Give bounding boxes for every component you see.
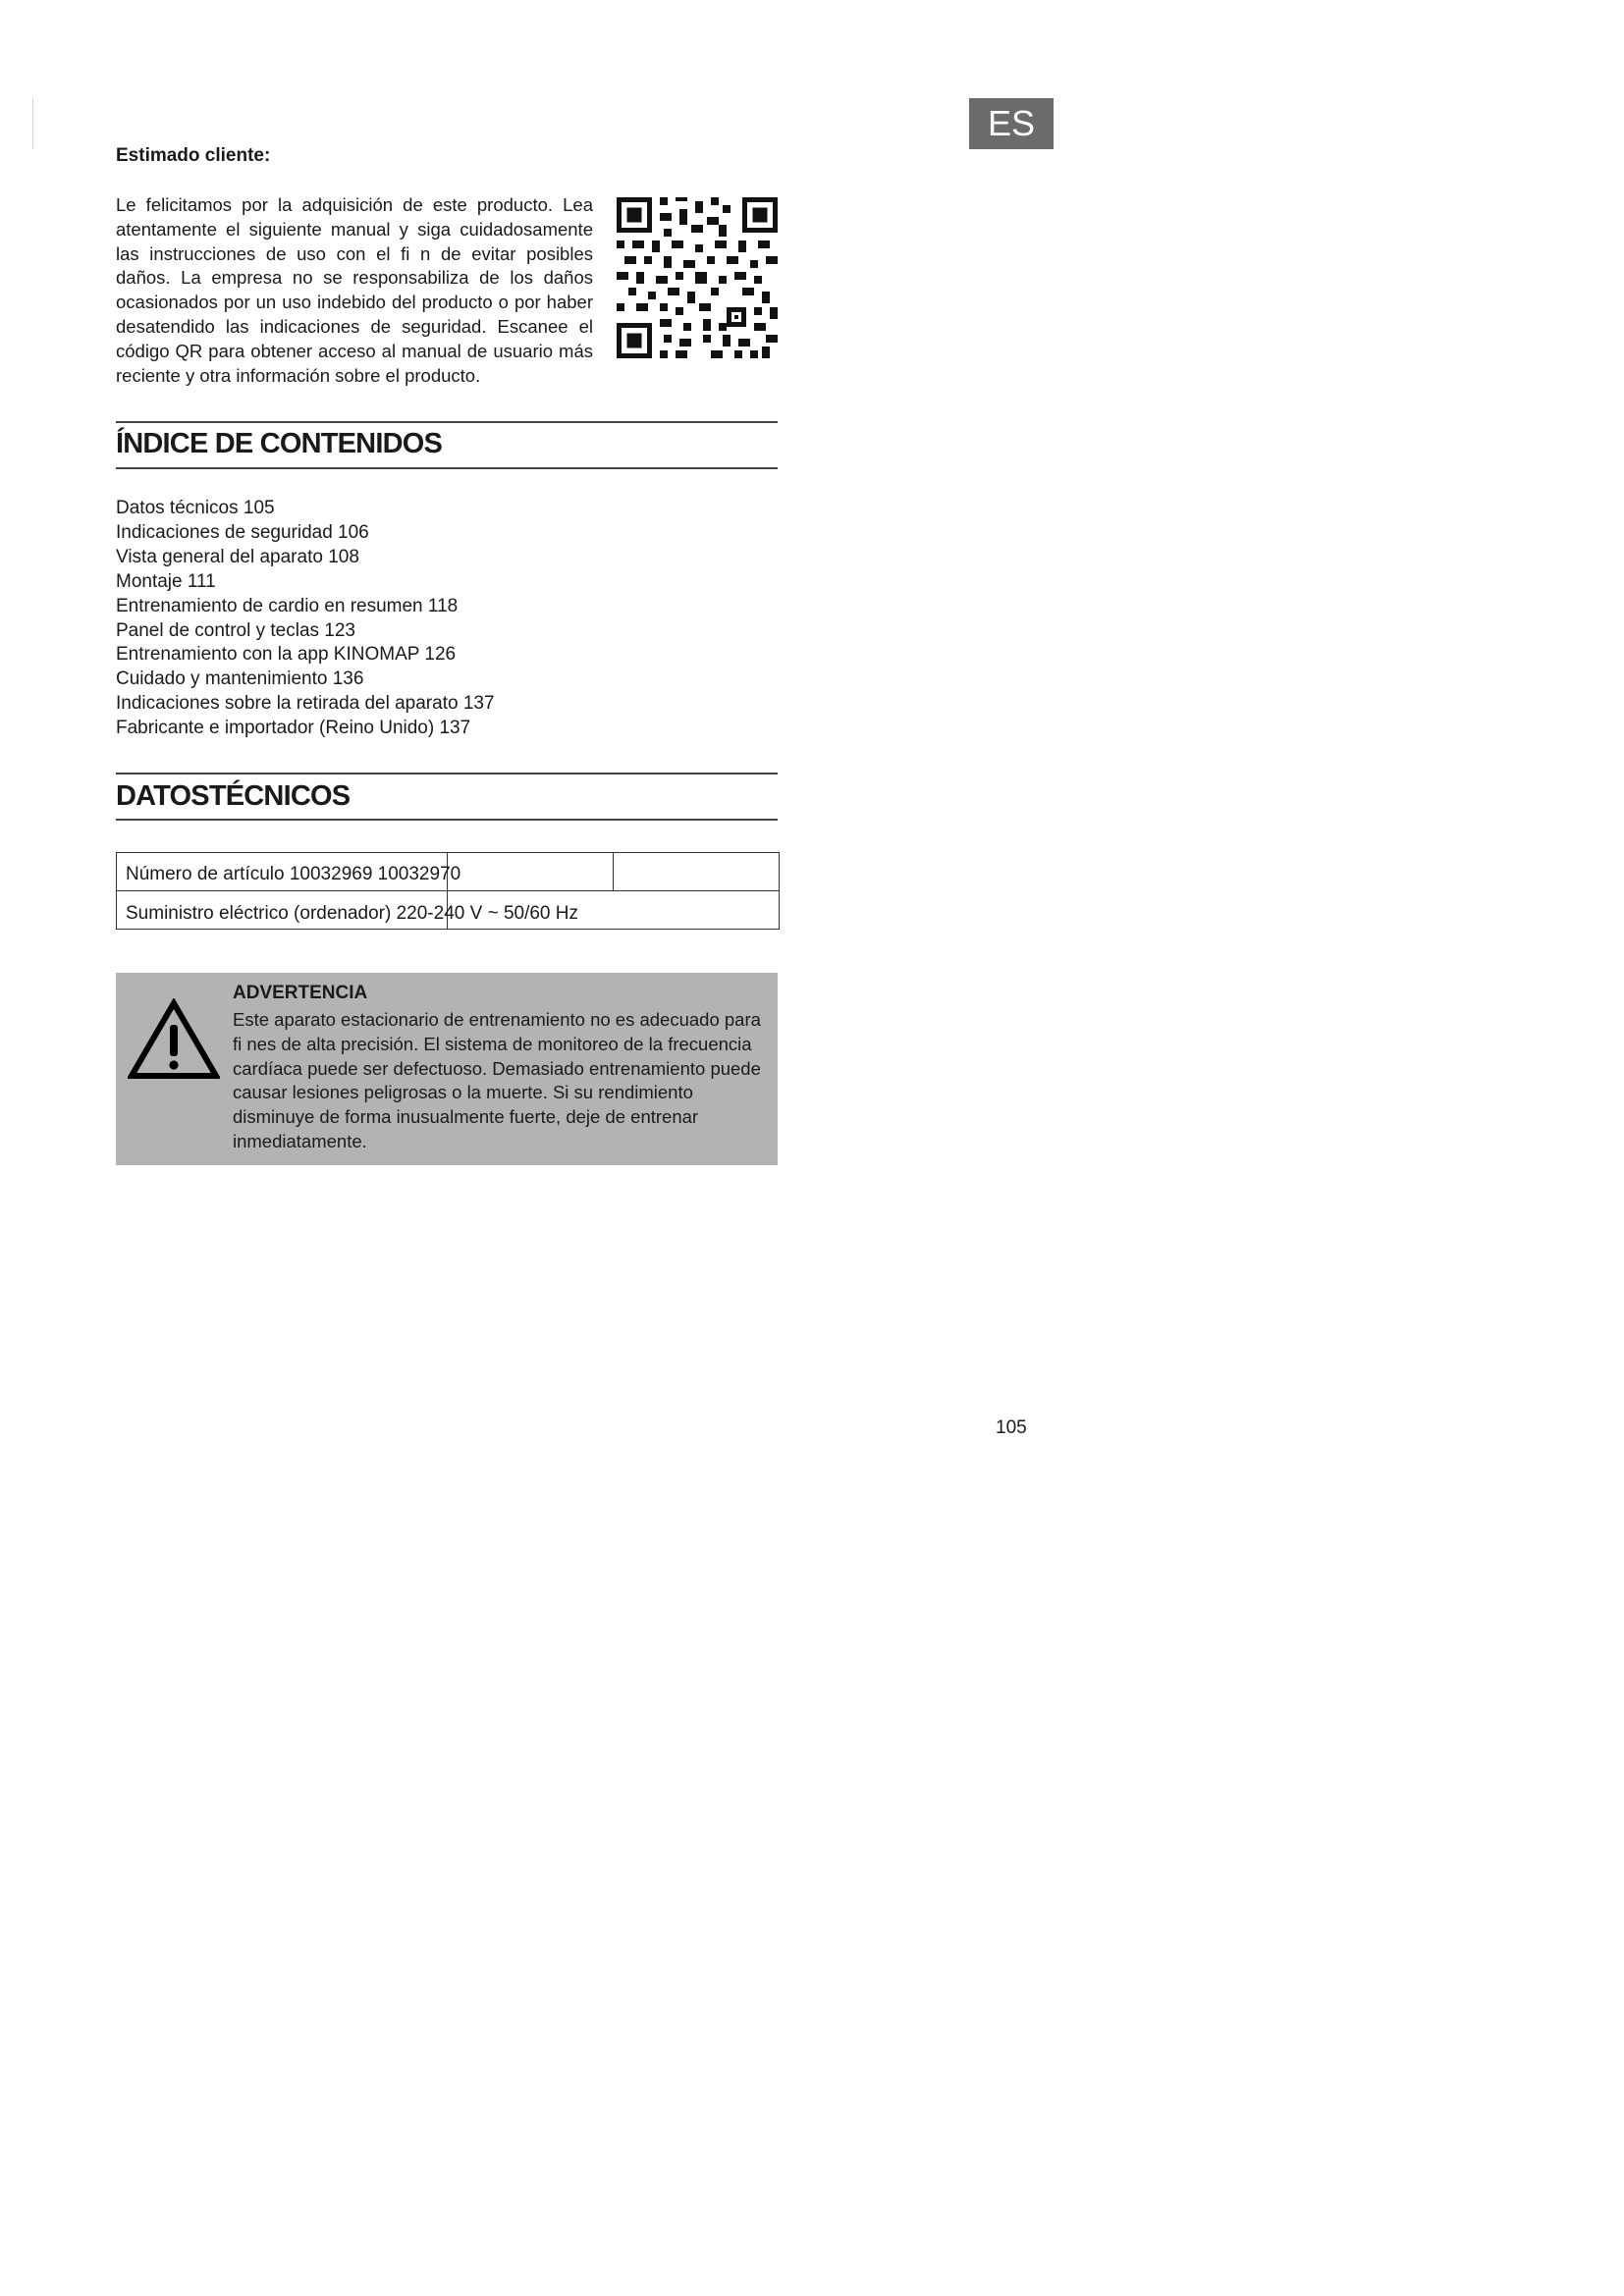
- warning-box: [116, 973, 778, 1165]
- toc-item[interactable]: Panel de control y teclas 123: [116, 619, 355, 641]
- toc-item[interactable]: Indicaciones sobre la retirada del aparato 137: [116, 693, 495, 715]
- language-tab: ES: [969, 98, 1054, 149]
- warning-triangle-icon: [128, 998, 220, 1081]
- page-number: 105: [996, 1417, 1027, 1438]
- tech-rule-bottom: [116, 819, 778, 821]
- warning-title: ADVERTENCIA: [233, 983, 368, 1003]
- qr-code-icon: [617, 197, 778, 358]
- toc-item[interactable]: Entrenamiento de cardio en resumen 118: [116, 595, 459, 616]
- toc-list: [116, 497, 495, 741]
- margin-line: [32, 98, 33, 149]
- tech-rule-top: [116, 773, 778, 774]
- toc-rule-top: [116, 421, 778, 423]
- toc-item[interactable]: Datos técnicos 105: [116, 498, 275, 518]
- article-number-text: Número de artículo 10032969 10032970: [126, 864, 461, 884]
- toc-item[interactable]: Cuidado y mantenimiento 136: [116, 668, 364, 690]
- toc-item[interactable]: Vista general del aparato 108: [116, 546, 359, 567]
- intro-paragraph: Le felicitamos por la adquisición de este producto. Lea atentamente el siguiente manual y siga cuidadosamente las instrucciones de uso con el fi n de evitar posibles daños. La empresa no se responsabiliza de los daños ocasionados por un uso indebido del producto o por haber desatendido las indicaciones de seguridad. Escanee el código QR para obtener acceso al manual de usuario más reciente y otra información sobre el producto.: [116, 194, 593, 386]
- table-cell: [614, 853, 780, 891]
- power-supply-text: Suministro eléctrico (ordenador) 220-240 V ~ 50/60 Hz: [126, 903, 578, 924]
- toc-item[interactable]: Indicaciones de seguridad 106: [116, 521, 369, 543]
- warning-text: Este aparato estacionario de entrenamiento no es adecuado para fi nes de alta precisión. El sistema de monitoreo de la frecuencia cardíaca puede ser defectuoso. Demasiado entrenamiento puede causar lesiones peligrosas o la muerte. Si su rendimiento disminuye de forma inusualmente fuerte, deje de entrenar inmediatamente.: [233, 1009, 761, 1151]
- toc-item[interactable]: Entrenamiento con la app KINOMAP 126: [116, 644, 457, 666]
- toc-rule-bottom: [116, 467, 778, 469]
- toc-item[interactable]: Fabricante e importador (Reino Unido) 137: [116, 718, 471, 739]
- table-cell: [448, 853, 614, 891]
- toc-item[interactable]: Montaje 111: [116, 570, 216, 592]
- greeting: Estimado cliente:: [116, 145, 271, 166]
- toc-heading: ÍNDICE DE CONTENIDOS: [116, 428, 443, 459]
- tech-heading: DATOSTÉCNICOS: [116, 780, 351, 812]
